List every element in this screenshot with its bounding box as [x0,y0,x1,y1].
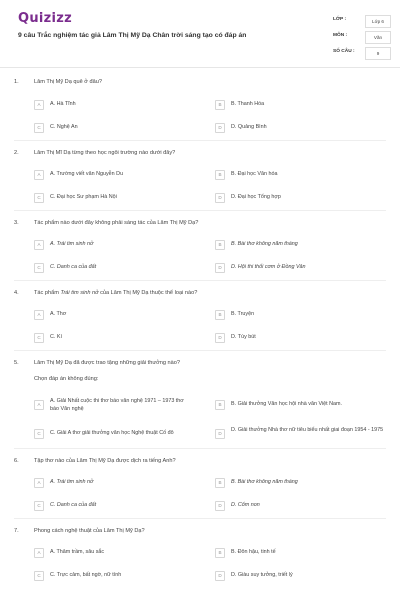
option-letter-box: D [215,501,225,511]
question-text: Tập thơ nào của Lâm Thị Mỹ Dạ được dịch ra tiếng Anh? [34,458,176,464]
question-number: 3. [14,220,19,226]
worksheet-meta [333,15,391,63]
question-count-label: SỐ CÂU : [333,49,355,54]
question-text: Lâm Thị Mỹ Dạ quê ở đâu? [34,79,102,85]
question-text [34,290,197,296]
worksheet-header [0,0,400,68]
question-number: 6. [14,458,19,464]
option-text: D. Cốm non [231,502,260,508]
question-number: 7. [14,528,19,534]
question-text: Lâm Thị Mĩ Dạ từng theo học ngôi trường nào dưới đây? [34,150,176,156]
question-text-part: của Lâm Thị Mỹ Dạ thuộc thể loại nào? [98,290,198,296]
question-text: Phong cách nghệ thuật của Lâm Thị Mỹ Dạ? [34,528,145,534]
option-text: D. Quảng Bình [231,124,267,130]
option-text: D. Tùy bút [231,334,256,340]
option-letter-box: B [215,100,225,110]
option-letter-box: D [215,123,225,133]
option-letter-box: B [215,400,225,410]
option-letter-box: A [34,240,44,250]
option-text: B. Đôn hậu, tinh tế [231,549,276,555]
option-text: B. Bài thơ không năm tháng [231,241,298,247]
question-number: 5. [14,360,19,366]
option-text: D. Giàu suy tưởng, triết lý [231,572,293,578]
option-letter-box: B [215,170,225,180]
option-text: A. Giải Nhất cuộc thi thơ báo văn nghệ 1971 – 1973 thơ báo Văn nghệ [50,398,184,412]
option-text: C. Trực cảm, bất ngờ, nữ tính [50,572,122,578]
worksheet-title: 9 câu Trắc nghiệm tác giả Lâm Thị Mỹ Dạ Chân trời sáng tạo có đáp án [18,32,247,39]
option-text: D. Giải thưởng Nhà thơ nữ tiêu biểu nhất giai đoạn 1954 - 1975 [231,427,384,433]
option-text: A. Hà Tĩnh [50,101,76,107]
subject-value: Văn [365,31,391,44]
option-text: A. Thâm trầm, sâu sắc [50,549,105,555]
option-text: C. Đại học Sư phạm Hà Nội [50,194,117,200]
option-text: C. Nghệ An [50,124,78,130]
option-letter-box: C [34,263,44,273]
work-title: Trái tim sinh nở [60,290,99,296]
option-letter-box: A [34,400,44,410]
question-divider [14,350,386,351]
question-text-part: Tác phẩm [34,290,61,296]
option-letter-box: D [215,263,225,273]
option-text: A. Trái tim sinh nở [50,479,94,485]
option-letter-box: C [34,123,44,133]
option-text: D. Hội thi thổi cơm ở Đồng Vân [231,264,306,270]
option-letter-box: C [34,193,44,203]
option-letter-box: D [215,429,225,439]
option-text: B. Thanh Hóa [231,101,265,107]
option-text: C. Danh ca của đất [50,502,97,508]
option-text: B. Giải thưởng Văn học hội nhà văn Việt Nam. [231,401,343,407]
option-text: B. Bài thơ không năm tháng [231,479,298,485]
question-instruction: Chọn đáp án không đúng: [34,376,99,382]
question-divider [14,280,386,281]
option-text: A. Trái tim sinh nở [50,241,94,247]
meta-subject-row [333,31,391,47]
option-letter-box: C [34,429,44,439]
option-letter-box: B [215,310,225,320]
option-letter-box: D [215,333,225,343]
question-text: Lâm Thị Mỹ Dạ đã được trao tặng những giải thưởng nào? [34,360,180,366]
option-text: C. Danh ca của đất [50,264,97,270]
option-letter-box: B [215,240,225,250]
option-text: C. Giải A thơ giải thưởng văn học Nghệ thuật Cố đô [50,430,174,436]
option-letter-box: A [34,548,44,558]
option-text: A. Thơ [50,311,67,317]
subject-label: MÔN : [333,33,348,38]
question-divider [14,448,386,449]
option-letter-box: B [215,548,225,558]
question-divider [14,210,386,211]
question-number: 1. [14,79,19,85]
option-letter-box: C [34,571,44,581]
meta-count-row [333,47,391,63]
question-count-value: 9 [365,47,391,60]
option-letter-box: A [34,310,44,320]
question-number: 4. [14,290,19,296]
option-letter-box: A [34,170,44,180]
option-letter-box: C [34,501,44,511]
option-text: B. Truyện [231,311,255,317]
option-text: A. Trường viết văn Nguyễn Du [50,171,124,177]
option-text: D. Đại học Tổng hợp [231,194,281,200]
option-letter-box: D [215,571,225,581]
question-number: 2. [14,150,19,156]
option-letter-box: C [34,333,44,343]
header-divider [0,67,400,68]
quizizz-logo[interactable]: Quizizz [18,11,73,26]
option-letter-box: A [34,478,44,488]
option-letter-box: D [215,193,225,203]
class-value: Lớp 6 [365,15,391,28]
option-letter-box: B [215,478,225,488]
question-divider [14,518,386,519]
meta-class-row [333,15,391,31]
option-text: C. Kí [50,334,62,340]
question-text: Tác phẩm nào dưới đây không phải sáng tác của Lâm Thị Mỹ Dạ? [34,220,199,226]
option-letter-box: A [34,100,44,110]
class-label: LỚP : [333,17,347,22]
option-text: B. Đại học Văn hóa [231,171,278,177]
question-divider [14,140,386,141]
